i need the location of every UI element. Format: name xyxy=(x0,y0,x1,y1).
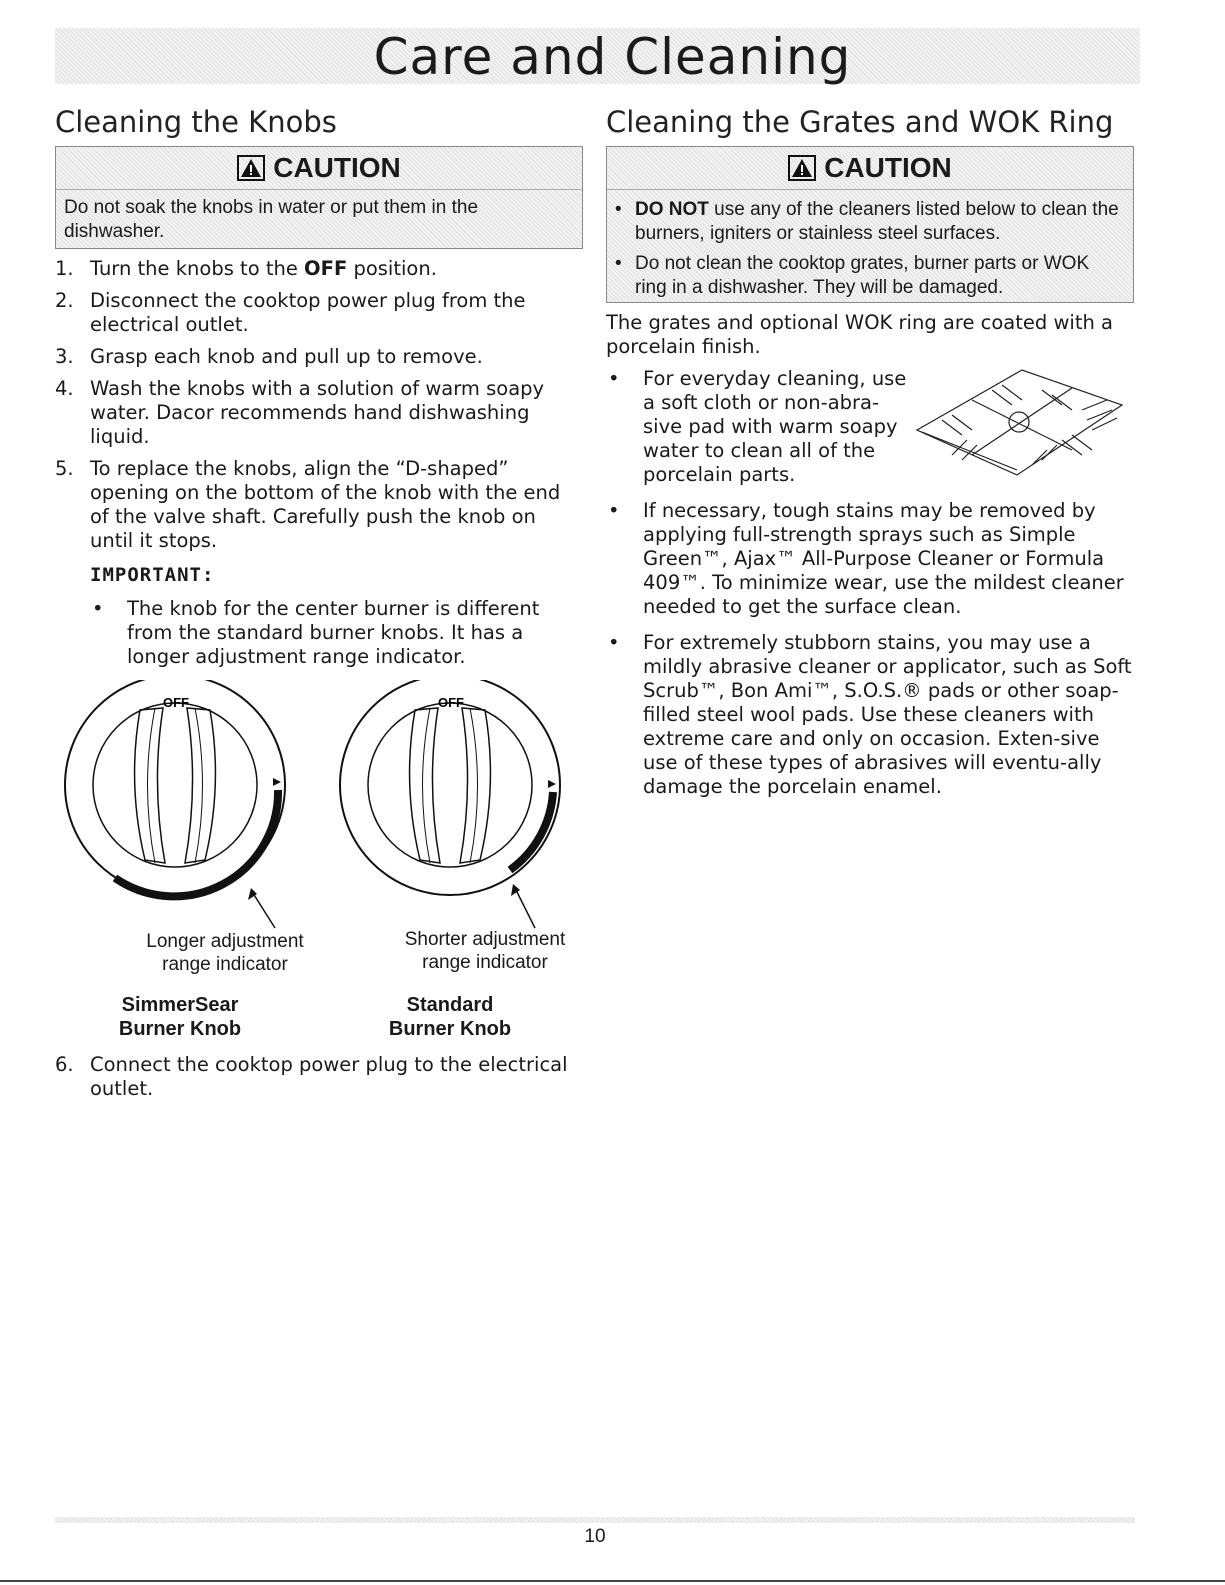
page-number: 10 xyxy=(584,1526,606,1547)
caution-text: Do not soak the knobs in water or put them in the dishwasher. xyxy=(64,197,479,242)
warning-icon xyxy=(788,155,816,181)
step-2: 2. Disconnect the cooktop power plug from the electrical outlet. xyxy=(55,289,526,336)
off-marker-2: OFF xyxy=(438,695,464,710)
footer-rule xyxy=(55,1517,1135,1523)
grates-caution-box xyxy=(606,146,1134,303)
caution-header xyxy=(56,147,582,190)
bullet-stubborn-stains: • For extremely stubborn stains, you may use a mildly abrasive cleaner or applicator, such as Soft Scrub™, Bon Ami™, S.O.S.® pads or other soap-filled steel wool pads. Use these cleaners with extreme care and only on occasion. Exten-sive use of these types of abrasives will eventu-ally damage the porcelain enamel. xyxy=(608,631,1132,798)
bottom-border xyxy=(0,1580,1225,1582)
knobs-caution-box xyxy=(55,146,583,249)
knob1-caption: Longer adjustment range indicator xyxy=(146,931,304,975)
off-bold: OFF xyxy=(304,257,348,280)
page-title: Care and Cleaning xyxy=(373,28,852,86)
caution-bullet-1: • DO NOT use any of the cleaners listed below to clean the burners, igniters or stainless steel surfaces. xyxy=(615,199,1119,244)
simmersear-knob-drawing xyxy=(65,680,285,928)
knob1-name: SimmerSear Burner Knob xyxy=(118,994,242,1040)
bullet-everyday: • For everyday cleaning, use a soft cloth or non-abra- sive pad with warm soapy water to clean all of the porcelain parts. xyxy=(608,367,907,486)
caution-label: CAUTION xyxy=(273,152,401,183)
grates-intro: The grates and optional WOK ring are coated with a porcelain finish. xyxy=(606,311,1113,358)
step-5: 5. To replace the knobs, align the “D-shaped” opening on the bottom of the knob with the end of the valve shaft. Carefully push the knob on until it stops. xyxy=(55,457,561,552)
caution-bullets xyxy=(607,190,1133,312)
grates-heading: Cleaning the Grates and WOK Ring xyxy=(606,105,1114,139)
off-marker-1: OFF xyxy=(163,695,189,710)
knob-illustration xyxy=(55,680,595,940)
step-3: 3. Grasp each knob and pull up to remove. xyxy=(55,345,483,368)
step-6: 6. Connect the cooktop power plug to the electrical outlet. xyxy=(55,1053,568,1100)
standard-knob-drawing xyxy=(340,680,560,928)
step-4: 4. Wash the knobs with a solution of warm soapy water. Dacor recommends hand dishwashing liquid. xyxy=(55,377,545,448)
knob2-name: Standard Burner Knob xyxy=(388,994,512,1040)
warning-icon xyxy=(237,155,265,181)
caution-label-2: CAUTION xyxy=(824,152,952,183)
step-1: 1. Turn the knobs to the OFF position. xyxy=(55,257,437,280)
caution-bullet-2: • Do not clean the cooktop grates, burner parts or WOK ring in a dishwasher. They will be damaged. xyxy=(615,253,1090,298)
important-bullet: • The knob for the center burner is different from the standard burner knobs. It has a longer adjustment range indicator. xyxy=(92,597,540,668)
knobs-heading: Cleaning the Knobs xyxy=(55,105,337,139)
knob2-caption: Shorter adjustment range indicator xyxy=(404,929,566,973)
knob-steps xyxy=(55,257,585,669)
important-label: IMPORTANT: xyxy=(90,564,215,586)
bullet-tough-stains: • If necessary, tough stains may be removed by applying full-strength sprays such as Simple Green™, Ajax™ All-Purpose Cleaner or Formula 409™. To minimize wear, use the mildest cleaner needed to get the surface clean. xyxy=(608,499,1124,618)
caution-header-2 xyxy=(607,147,1133,190)
grates-bullets xyxy=(606,367,1136,811)
